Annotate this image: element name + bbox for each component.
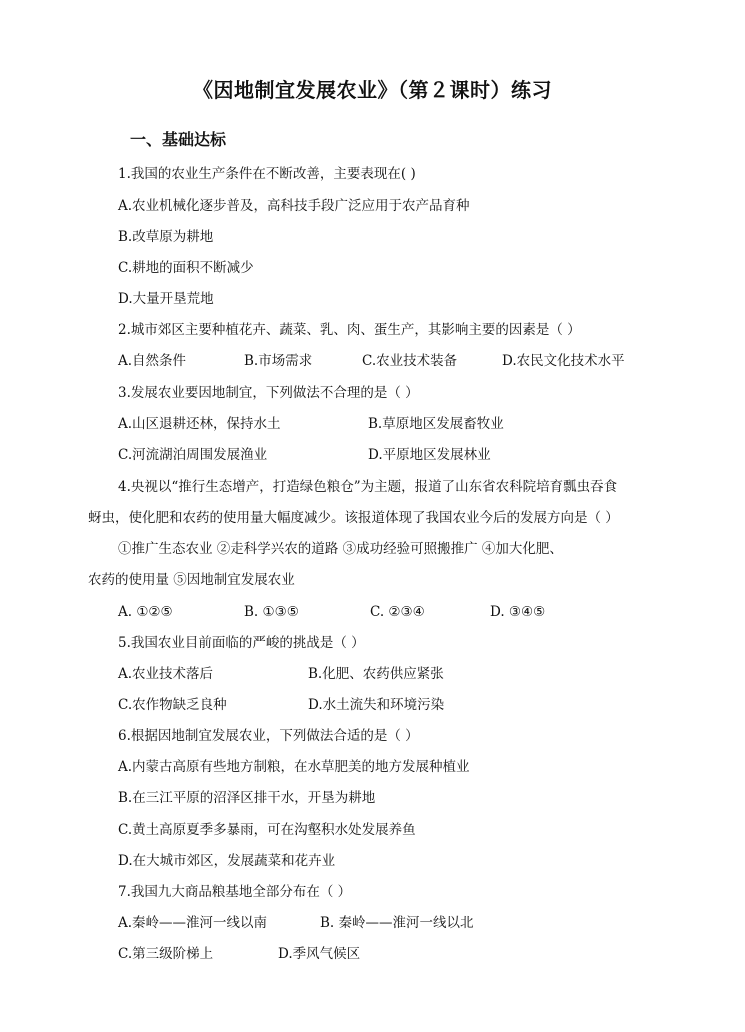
question-4-option-c: C. ②③④ — [370, 604, 425, 620]
question-3-options-row-1 — [118, 415, 638, 433]
question-3-option-d: D.平原地区发展林业 — [368, 447, 491, 463]
question-4-items-line-2: 农药的使用量 ⑤因地制宜发展农业 — [88, 572, 295, 588]
section-heading: 一、基础达标 — [130, 130, 227, 149]
question-4-option-a: A. ①②⑤ — [118, 604, 173, 620]
question-6-option-d: D.在大城市郊区，发展蔬菜和花卉业 — [118, 853, 336, 869]
question-2-option-c: C.农业技术装备 — [362, 353, 458, 369]
question-5-option-b: B.化肥、农药供应紧张 — [308, 666, 444, 682]
question-4-items-line-1: ①推广生态农业 ②走科学兴农的道路 ③成功经验可照搬推广 ④加大化肥、 — [118, 541, 563, 557]
question-5-stem: 5.我国农业目前面临的严峻的挑战是（ ） — [118, 635, 365, 651]
question-3-options-row-2 — [118, 446, 638, 464]
question-5-options-row-2 — [118, 696, 598, 714]
question-5-option-a: A.农业技术落后 — [118, 666, 214, 682]
question-2-option-d: D.农民文化技术水平 — [502, 353, 625, 369]
question-3-option-a: A.山区退耕还林，保持水土 — [118, 416, 281, 432]
question-7-stem: 7.我国九大商品粮基地全部分布在（ ） — [118, 884, 352, 900]
page-title: 《因地制宜发展农业》（第２课时）练习 — [193, 78, 552, 102]
question-2-option-b: B.市场需求 — [244, 353, 313, 369]
question-3-option-c: C.河流湖泊周围发展渔业 — [118, 447, 268, 463]
question-5-option-c: C.农作物缺乏良种 — [118, 697, 227, 713]
question-1-stem: 1.我国的农业生产条件在不断改善，主要表现在( ) — [118, 166, 416, 182]
question-2-stem: 2.城市郊区主要种植花卉、蔬菜、乳、肉、蛋生产，其影响主要的因素是（ ） — [118, 322, 581, 338]
question-7-options-row-1 — [118, 914, 598, 932]
question-5-option-d: D.水土流失和环境污染 — [308, 697, 445, 713]
question-4-stem-line-2: 蚜虫，使化肥和农药的使用量大幅度减少。该报道体现了我国农业今后的发展方向是（ ） — [88, 510, 619, 526]
question-4-options — [118, 603, 598, 621]
question-7-option-a: A.秦岭——淮河一线以南 — [118, 915, 268, 931]
question-7-option-c: C.第三级阶梯上 — [118, 946, 214, 962]
question-5-options-row-1 — [118, 665, 598, 683]
question-1-option-b: B.改草原为耕地 — [118, 229, 214, 245]
question-1-option-d: D.大量开垦荒地 — [118, 291, 214, 307]
question-6-option-a: A.内蒙古高原有些地方制粮，在水草肥美的地方发展种植业 — [118, 759, 470, 775]
question-4-option-b: B. ①③⑤ — [244, 604, 299, 620]
question-6-stem: 6.根据因地制宜发展农业，下列做法合适的是（ ） — [118, 728, 419, 744]
question-7-option-b: B. 秦岭——淮河一线以北 — [320, 915, 474, 931]
question-2-options — [118, 352, 678, 370]
question-4-option-d: D. ③④⑤ — [490, 604, 546, 620]
question-7-options-row-2 — [118, 945, 598, 963]
question-6-option-b: B.在三江平原的沼泽区排干水，开垦为耕地 — [118, 790, 376, 806]
question-1-option-c: C.耕地的面积不断减少 — [118, 260, 254, 276]
question-3-option-b: B.草原地区发展畜牧业 — [368, 416, 504, 432]
question-4-stem-line-1: 4.央视以“推行生态增产，打造绿色粮仓”为主题，报道了山东省农科院培育瓢虫吞食 — [118, 479, 618, 495]
question-6-option-c: C.黄土高原夏季多暴雨，可在沟壑积水处发展养鱼 — [118, 822, 416, 838]
question-7-option-d: D.季风气候区 — [278, 946, 361, 962]
question-1-option-a: A.农业机械化逐步普及，高科技手段广泛应用于农产品育种 — [118, 198, 470, 214]
question-2-option-a: A.自然条件 — [118, 353, 187, 369]
question-3-stem: 3.发展农业要因地制宜，下列做法不合理的是（ ） — [118, 385, 419, 401]
